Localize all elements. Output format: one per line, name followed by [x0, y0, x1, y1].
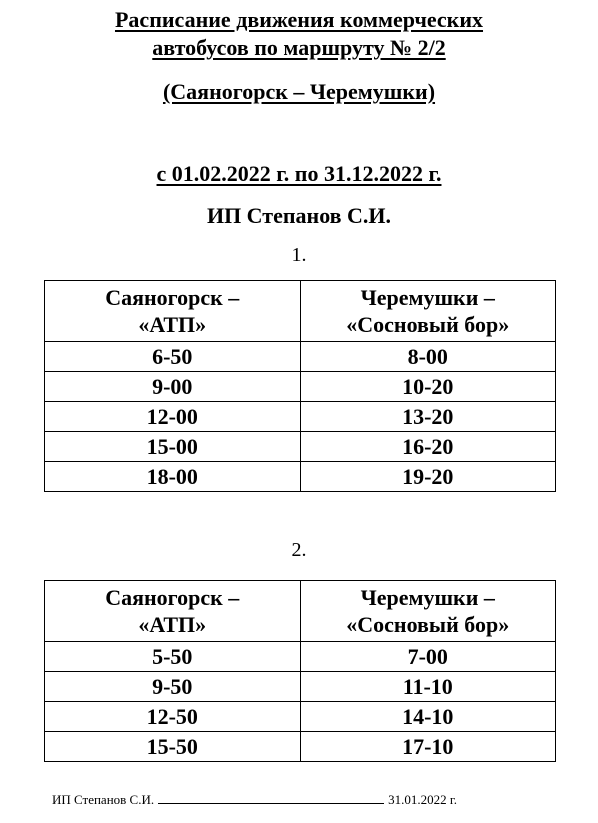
schedule-table-1 [44, 280, 556, 492]
table-row [45, 672, 556, 702]
column-header-line: Саяногорск – [105, 585, 240, 610]
column-header-sayanogorsk [45, 281, 301, 342]
column-header-sayanogorsk [45, 581, 301, 642]
departure-time: 12-00 [45, 402, 301, 432]
table-row [45, 432, 556, 462]
departure-time: 6-50 [45, 342, 301, 372]
column-header-line: «АТП» [138, 612, 207, 637]
return-time: 14-10 [300, 702, 556, 732]
column-header-line: Саяногорск – [105, 285, 240, 310]
schedule-table-2 [44, 580, 556, 762]
table-row [45, 402, 556, 432]
column-header-line: «АТП» [138, 312, 207, 337]
validity-period: с 01.02.2022 г. по 31.12.2022 г. [156, 161, 442, 186]
title-line-2: автобусов по маршруту № 2/2 [152, 35, 446, 60]
schedule-number-1: 1. [291, 244, 307, 266]
table-row [45, 342, 556, 372]
signature-date: 31.01.2022 г. [388, 792, 457, 807]
signer-name: ИП Степанов С.И. [52, 792, 155, 807]
operator-name: ИП Степанов С.И. [206, 203, 392, 228]
column-header-cheremushki [300, 281, 556, 342]
departure-time: 12-50 [45, 702, 301, 732]
return-time: 8-00 [300, 342, 556, 372]
signature-footer [52, 792, 457, 808]
table-row [45, 462, 556, 492]
departure-time: 5-50 [45, 642, 301, 672]
return-time: 16-20 [300, 432, 556, 462]
column-header-line: Черемушки – [360, 585, 495, 610]
return-time: 10-20 [300, 372, 556, 402]
departure-time: 9-50 [45, 672, 301, 702]
schedule-number-2: 2. [291, 539, 307, 561]
table-row [45, 702, 556, 732]
table-row [45, 642, 556, 672]
column-header-line: Черемушки – [360, 285, 495, 310]
column-header-cheremushki [300, 581, 556, 642]
table-row [45, 372, 556, 402]
return-time: 7-00 [300, 642, 556, 672]
title-line-1: Расписание движения коммерческих [114, 7, 484, 32]
table-row [45, 732, 556, 762]
return-time: 13-20 [300, 402, 556, 432]
departure-time: 15-00 [45, 432, 301, 462]
departure-time: 18-00 [45, 462, 301, 492]
departure-time: 15-50 [45, 732, 301, 762]
return-time: 11-10 [300, 672, 556, 702]
column-header-line: «Сосновый бор» [346, 312, 510, 337]
departure-time: 9-00 [45, 372, 301, 402]
return-time: 17-10 [300, 732, 556, 762]
signature-line [158, 792, 384, 804]
route-name: (Саяногорск – Черемушки) [162, 79, 436, 104]
column-header-line: «Сосновый бор» [346, 612, 510, 637]
return-time: 19-20 [300, 462, 556, 492]
